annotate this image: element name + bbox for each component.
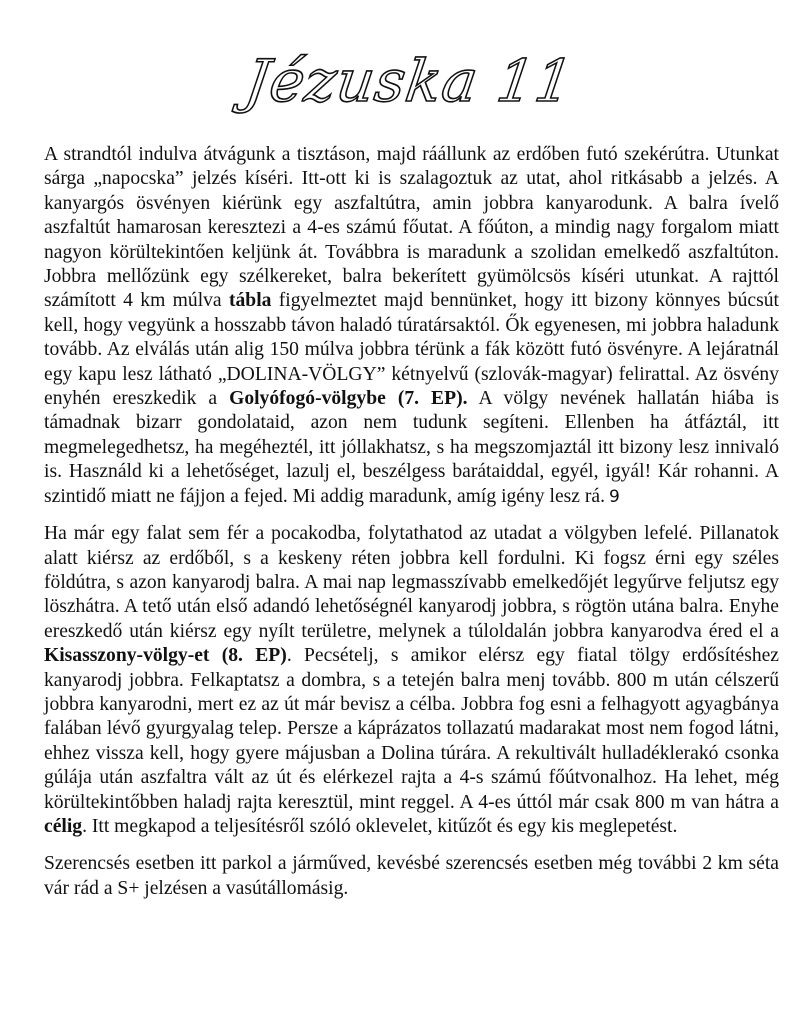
- paragraph-2-text: . Pecsételj, s amikor elérsz egy fiatal tölgy erdősítéshez kanyarodj jobbra. Felkaptatsz a dombra, s a tetején balra menj tovább. 800 m után célszerű jobbra kanyarodni, mert ez az út már bevisz a célba. Jobbra fog esni a felhagyott agyagbánya falában lévő gyurgyalag telep. Persze a káprázatos tollazatú madarakat most nem fogod látni, ehhez vissza kell, hogy gyere májusban a Dolina túrára. A rekultivált hulladéklerakó csonka gúlája után aszfaltra vált az út és elérkezel rajta a 4-s számú főútvonalhoz. Ha lehet, még körültekintőbben haladj rajta keresztül, mint reggel. A 4-es úttól már csak 800 m van hátra a: [44, 645, 780, 813]
- paragraph-2-text: . Itt megkapod a teljesítésről szóló oklevelet, kitűzőt és egy kis meglepetést.: [82, 815, 678, 837]
- page-title: Jézuska 11: [241, 47, 579, 115]
- paragraph-3-text: Szerencsés esetben itt parkol a járműved, kevésbé szerencsés esetben még további 2 km séta vár rád a S+ jelzésen a vasútállomásig.: [44, 853, 779, 899]
- title-area: [0, 46, 800, 116]
- paragraph-2-text: Ha már egy falat sem fér a pocakodba, folytathatod az utadat a völgyben lefelé. Pillanatok alatt kiérsz az erdőből, s a keskeny réten jobbra kell fordulni. Ki fogsz érni egy széles földútra, s azon kanyarodj balra. A mai nap legmasszívabb emelkedőjét legyűrve feljutsz egy löszhátra. A tető után első adandó lehetőségnél kanyarodj jobbra, s rögtön utána balra. Enyhe ereszkedő után kiérsz egy nyílt területre, melynek a túloldalán jobbra kanyarodva éred el a: [44, 523, 779, 642]
- paragraph-1-text: A völgy nevének hallatán hiába is támadnak bizarr gondolataid, azon nem tudunk segíteni. Ellenben ha átfáztál, itt megmelegedhetsz, ha megéheztél, itt jóllakhatsz, s ha megszomjaztál itt bizony lesz innivaló is. Használd ki a lehetőséget, lazulj el, beszélgess barátaiddal, egyél, igyál! Kár rohanni. A szintidő miatt ne fájjon a fejed. Mi addig maradunk, amíg igény lesz rá.: [44, 388, 779, 507]
- paragraph-1-text: figyelmeztet majd bennünket, hogy itt bizony könnyes búcsút kell, hogy vegyünk a hosszabb távon haladó túratársaktól. Ők egyenesen, mi jobbra haladunk tovább. Az elválás után alig 150 múlva jobbra térünk a fák között futó ösvényre. A lejáratnál egy kapu lesz látható „DOLINA-VÖLGY” kétnyelvű (szlovák-magyar) felirattal. Az ösvény enyhén ereszkedik a: [44, 290, 779, 410]
- paragraph-2: [44, 522, 779, 839]
- handwritten-mark: 9: [608, 486, 620, 507]
- paragraph-1-text: A strandtól indulva átvágunk a tisztáson, majd ráállunk az erdőben futó szekérútra. Utunkat sárga „napocska” jelzés kíséri. Itt-ott ki is szalagoztuk az utat, ahol ritkásabb a jelzés. A kanyargós ösvényen kiérünk egy aszfaltútra, amin jobbra kanyarodunk. A balra ívelő aszfaltút hamarosan keresztezi a 4-es számú főutat. A főúton, a mindig nagy forgalom miatt nagyon körültekintően keljünk át. Továbbra is maradunk a szolidan emelkedő aszfaltúton. Jobbra mellőzünk egy szélkereket, balra bekerített gyümölcsös kíséri utunkat. A rajttól számított 4 km múlva: [44, 144, 779, 312]
- paragraph-2-bold-finish: célig: [44, 815, 83, 837]
- body-text: [44, 143, 779, 901]
- paragraph-1: [44, 143, 779, 509]
- paragraph-3: [44, 852, 779, 901]
- paragraph-2-bold-checkpoint-8: Kisasszony-völgy-et (8. EP): [44, 645, 287, 667]
- paragraph-1-bold-tabla: tábla: [228, 290, 272, 312]
- paragraph-1-bold-checkpoint-7: Golyófogó-völgybe (7. EP).: [229, 388, 468, 410]
